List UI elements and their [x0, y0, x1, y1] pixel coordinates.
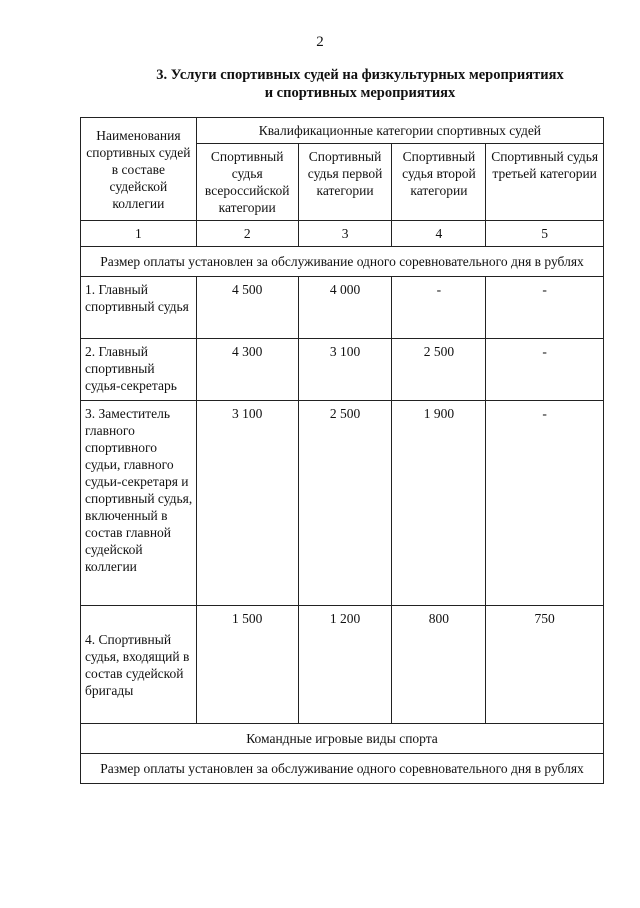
header-category-allrussian: Спортивный судья всероссийской категории — [196, 144, 298, 221]
header-qualification-group: Квалификационные категории спортивных судей — [196, 118, 603, 144]
row-value: 4 000 — [298, 277, 392, 339]
row-value: - — [486, 401, 604, 606]
section-row — [81, 754, 604, 784]
header-category-first: Спортивный судья первой категории — [298, 144, 392, 221]
payment-note: Размер оплаты установлен за обслуживание одного соревновательного дня в рублях — [81, 754, 604, 784]
row-name: 2. Главный спортивный судья-секретарь — [81, 339, 197, 401]
column-number: 3 — [298, 221, 392, 247]
row-value: 1 200 — [298, 606, 392, 724]
row-value: 1 900 — [392, 401, 486, 606]
header-category-third: Спортивный судья третьей категории — [486, 144, 604, 221]
row-name: 4. Спортивный судья, входящий в состав судейской бригады — [81, 606, 197, 724]
row-value: 2 500 — [298, 401, 392, 606]
column-number: 1 — [81, 221, 197, 247]
row-value: 4 300 — [196, 339, 298, 401]
team-sports-heading: Командные игровые виды спорта — [81, 724, 604, 754]
row-value: 1 500 — [196, 606, 298, 724]
row-value: 3 100 — [298, 339, 392, 401]
row-name: 1. Главный спортивный судья — [81, 277, 197, 339]
table-row — [81, 606, 604, 724]
column-number: 5 — [486, 221, 604, 247]
column-number: 4 — [392, 221, 486, 247]
row-value: 800 — [392, 606, 486, 724]
section-title-line-2: и спортивных мероприятиях — [264, 85, 456, 101]
row-value: 750 — [486, 606, 604, 724]
table-header-row — [81, 118, 604, 144]
section-row — [81, 724, 604, 754]
row-name: 3. Заместитель главного спортивного судьи, главного судьи-секретаря и спортивный судья, включенный в состав главной судейской коллегии — [81, 401, 197, 606]
column-numbers-row — [81, 221, 604, 247]
section-row — [81, 247, 604, 277]
payment-note: Размер оплаты установлен за обслуживание одного соревновательного дня в рублях — [81, 247, 604, 277]
row-value: - — [486, 339, 604, 401]
table-row — [81, 339, 604, 401]
row-value: 3 100 — [196, 401, 298, 606]
header-role-column: Наименования спортивных судей в составе судейской коллегии — [81, 118, 197, 221]
table-row — [81, 401, 604, 606]
row-value: 4 500 — [196, 277, 298, 339]
header-category-second: Спортивный судья второй категории — [392, 144, 486, 221]
page-number: 2 — [316, 34, 324, 50]
row-value: 2 500 — [392, 339, 486, 401]
row-value: - — [486, 277, 604, 339]
row-value: - — [392, 277, 486, 339]
table-row — [81, 277, 604, 339]
section-title — [120, 66, 600, 102]
column-number: 2 — [196, 221, 298, 247]
section-title-line-1: 3. Услуги спортивных судей на физкультурных мероприятиях — [156, 67, 564, 83]
referee-fees-table — [80, 117, 604, 784]
